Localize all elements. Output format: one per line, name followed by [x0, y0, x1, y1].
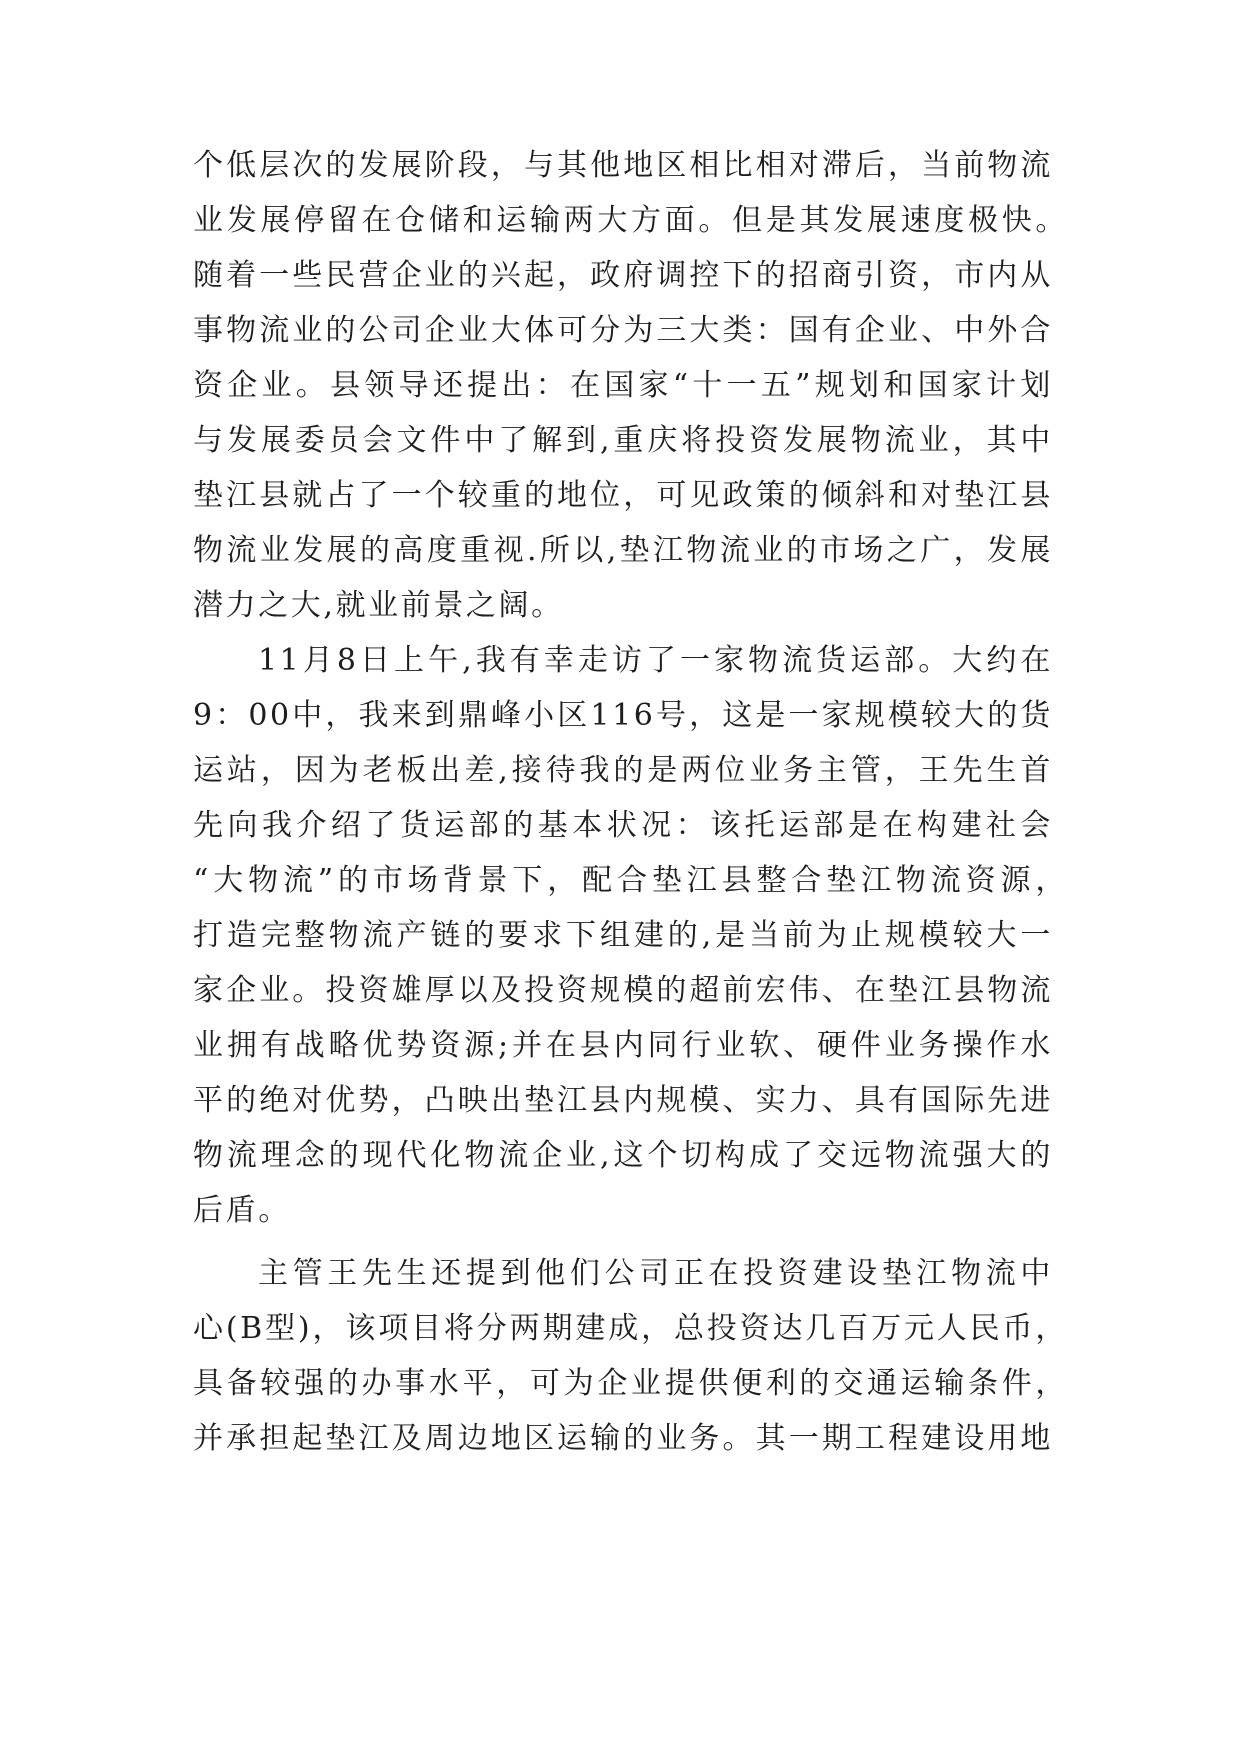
text-line: 业发展停留在仓储和运输两大方面。但是其发展速度极快。	[193, 203, 1068, 238]
text-line: 并承担起垫江及周边地区运输的业务。其一期工程建设用地	[193, 1421, 1053, 1456]
text-line: 物流业发展的高度重视.所以,垫江物流业的市场之广，发展	[193, 533, 1053, 568]
text-line: 平的绝对优势，凸映出垫江县内规模、实力、具有国际先进	[193, 1083, 1053, 1118]
text-line: 具备较强的办事水平，可为企业提供便利的交通运输条件，	[193, 1366, 1068, 1401]
text-line: 与发展委员会文件中了解到,重庆将投资发展物流业，其中	[193, 423, 1053, 458]
text-line: “大物流”的市场背景下，配合垫江县整合垫江物流资源，	[193, 863, 1068, 898]
text-line: 后盾。	[193, 1193, 291, 1228]
text-line: 垫江县就占了一个较重的地位，可见政策的倾斜和对垫江县	[193, 478, 1053, 513]
text-line: 业拥有战略优势资源;并在县内同行业软、硬件业务操作水	[193, 1028, 1053, 1063]
text-line: 物流理念的现代化物流企业,这个切构成了交远物流强大的	[193, 1138, 1053, 1173]
text-line: 先向我介绍了货运部的基本状况：该托运部是在构建社会	[193, 808, 1053, 843]
text-line: 打造完整物流产链的要求下组建的,是当前为止规模较大一	[193, 918, 1053, 953]
text-line: 心(B型)，该项目将分两期建成，总投资达几百万元人民币，	[193, 1311, 1068, 1346]
text-line: 潜力之大,就业前景之阔。	[193, 588, 564, 623]
text-line: 个低层次的发展阶段，与其他地区相比相对滞后，当前物流	[193, 148, 1053, 183]
text-line: 运站，因为老板出差,接待我的是两位业务主管，王先生首	[193, 753, 1053, 788]
text-line: 资企业。县领导还提出：在国家“十一五”规划和国家计划	[193, 368, 1053, 403]
text-line: 事物流业的公司企业大体可分为三大类：国有企业、中外合	[193, 313, 1053, 348]
text-line: 随着一些民营企业的兴起，政府调控下的招商引资，市内从	[193, 258, 1053, 293]
paragraph-first-line: 11月8日上午,我有幸走访了一家物流货运部。大约在	[258, 643, 1053, 678]
paragraph-first-line: 主管王先生还提到他们公司正在投资建设垫江物流中	[258, 1256, 1053, 1291]
text-line: 9：00中，我来到鼎峰小区116号，这是一家规模较大的货	[193, 698, 1053, 733]
text-line: 家企业。投资雄厚以及投资规模的超前宏伟、在垫江县物流	[193, 973, 1053, 1008]
